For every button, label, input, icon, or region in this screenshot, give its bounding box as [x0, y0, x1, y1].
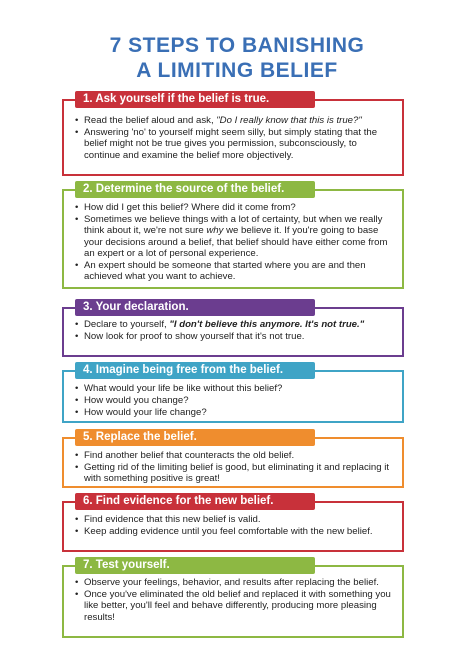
list-item: • Read the belief aloud and ask, "Do I really know that this is true?" [75, 115, 394, 126]
step-3-header: 3. Your declaration. [75, 299, 315, 316]
step-2 [62, 180, 404, 289]
step-3-bullets [75, 319, 394, 343]
step-7 [62, 556, 404, 638]
step-4-header: 4. Imagine being free from the belief. [75, 362, 315, 379]
step-5-bullets [75, 450, 394, 486]
list-item: • Getting rid of the limiting belief is good, but eliminating it and replacing it with something positive is great! [75, 462, 394, 484]
step-7-header: 7. Test yourself. [75, 557, 315, 574]
list-item: • How would you change? [75, 395, 394, 406]
list-item: • Keep adding evidence until you feel comfortable with the new belief. [75, 526, 394, 537]
step-3 [62, 298, 404, 357]
list-item: • Now look for proof to show yourself that it's not true. [75, 331, 394, 342]
title-line-2: A LIMITING BELIEF [136, 59, 338, 82]
step-4 [62, 361, 404, 423]
step-1 [62, 90, 404, 176]
step-1-header: 1. Ask yourself if the belief is true. [75, 91, 315, 108]
step-6 [62, 492, 404, 552]
step-5-header: 5. Replace the belief. [75, 429, 315, 446]
list-item: • What would your life be like without this belief? [75, 383, 394, 394]
list-item: • How would your life change? [75, 407, 394, 418]
list-item: • Observe your feelings, behavior, and results after replacing the belief. [75, 577, 394, 588]
step-2-bullets [75, 202, 394, 283]
list-item: • Sometimes we believe things with a lot of certainty, but when we really think about it, we're not sure why we believe it. If you're going to base your decisions around a belief, that belief should have either come from an expert or a lot of personal experience. [75, 214, 394, 259]
step-5 [62, 428, 404, 488]
title-line-1: 7 STEPS TO BANISHING [109, 34, 365, 57]
step-2-header: 2. Determine the source of the belief. [75, 181, 315, 198]
list-item: • Find another belief that counteracts the old belief. [75, 450, 394, 461]
list-item: • Answering 'no' to yourself might seem silly, but simply stating that the belief might not be true gives you permission, subconsciously, to continue and examine the belief more objectively. [75, 127, 394, 161]
step-1-bullets [75, 115, 394, 162]
list-item: • Find evidence that this new belief is valid. [75, 514, 394, 525]
list-item: • An expert should be someone that started where you are and then achieved what you want to achieve. [75, 260, 394, 282]
step-6-header: 6. Find evidence for the new belief. [75, 493, 315, 510]
step-7-bullets [75, 577, 394, 624]
step-6-bullets [75, 514, 394, 538]
list-item: • Declare to yourself, "I don't believe this anymore. It's not true." [75, 319, 394, 330]
page-title [0, 33, 474, 83]
step-4-bullets [75, 383, 394, 420]
list-item: • How did I get this belief? Where did it come from? [75, 202, 394, 213]
list-item: • Once you've eliminated the old belief and replaced it with something you like better, you'll feel and behave differently, producing more pleasing results! [75, 589, 394, 623]
